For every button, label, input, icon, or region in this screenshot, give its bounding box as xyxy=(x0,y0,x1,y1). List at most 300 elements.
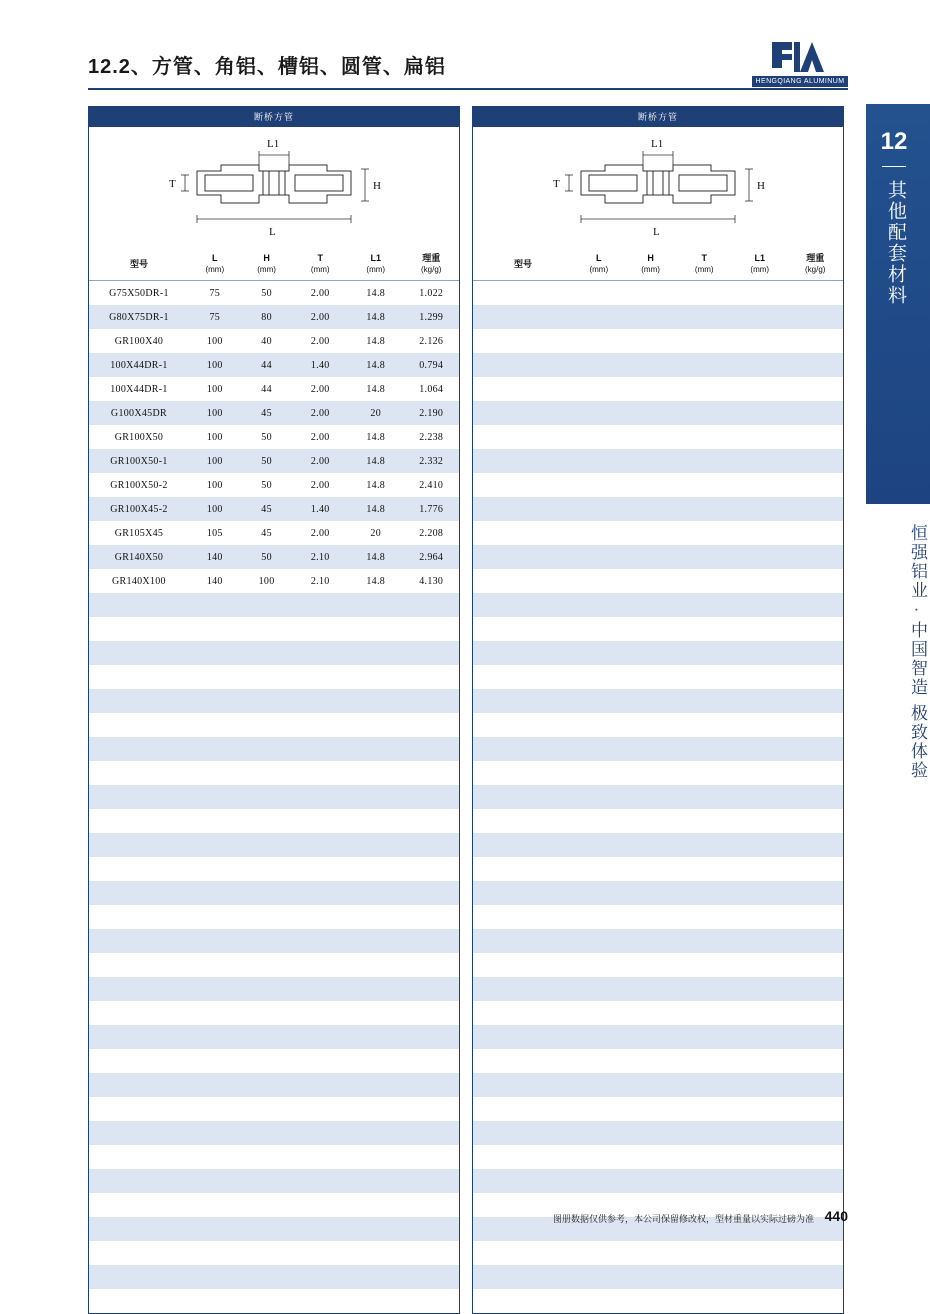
table-cell-empty xyxy=(625,1169,677,1193)
table-cell-empty xyxy=(403,977,459,1001)
table-cell-empty xyxy=(241,929,293,953)
table-cell: 140 xyxy=(189,545,241,569)
table-cell-empty xyxy=(89,785,189,809)
table-row-empty xyxy=(473,281,843,306)
table-cell-empty xyxy=(348,977,404,1001)
table-cell-empty xyxy=(241,1241,293,1265)
table-cell-empty xyxy=(473,1049,573,1073)
table-cell-empty xyxy=(241,641,293,665)
table-cell-empty xyxy=(473,1025,573,1049)
table-cell: GR100X50 xyxy=(114,431,164,443)
table-cell-empty xyxy=(625,353,677,377)
table-cell-empty xyxy=(403,1025,459,1049)
table-cell-empty xyxy=(348,1289,404,1313)
hq-logo-icon xyxy=(770,38,830,76)
table-cell-empty xyxy=(403,857,459,881)
table-cell-empty xyxy=(676,809,732,833)
table-cell-empty xyxy=(473,1001,573,1025)
table-cell-empty xyxy=(189,1121,241,1145)
table-cell-empty xyxy=(625,1241,677,1265)
table-cell-empty xyxy=(473,665,573,689)
table-cell-empty xyxy=(241,1073,293,1097)
table-cell-empty xyxy=(89,881,189,905)
table-cell-empty xyxy=(403,641,459,665)
table-cell-empty xyxy=(89,1001,189,1025)
table-cell-empty xyxy=(473,1265,573,1289)
table-cell-empty xyxy=(625,497,677,521)
table-cell-empty xyxy=(292,809,348,833)
table-row-empty xyxy=(473,953,843,977)
table-cell-empty xyxy=(732,497,788,521)
table-row-empty xyxy=(473,737,843,761)
table-cell: G80X75DR-1 xyxy=(89,305,189,329)
table-cell-empty xyxy=(732,425,788,449)
table-row-empty xyxy=(473,617,843,641)
table-cell-empty xyxy=(676,1145,732,1169)
table-cell-empty xyxy=(241,1001,293,1025)
table-cell-empty xyxy=(676,665,732,689)
table-cell: 14.8 xyxy=(366,287,386,299)
table-cell-empty xyxy=(348,617,404,641)
table-cell-empty xyxy=(625,665,677,689)
table-row xyxy=(89,521,459,545)
table-row-empty xyxy=(89,809,459,833)
table-cell-empty xyxy=(241,713,293,737)
table-cell-empty xyxy=(787,1001,843,1025)
table-cell-empty xyxy=(573,1241,625,1265)
table-row-empty xyxy=(89,593,459,617)
table-cell: 2.964 xyxy=(403,545,459,569)
table-cell-empty xyxy=(348,1073,404,1097)
table-cell-empty xyxy=(348,1265,404,1289)
table-cell-empty xyxy=(89,713,189,737)
table-cell-empty xyxy=(625,521,677,545)
table-cell-empty xyxy=(732,401,788,425)
table-cell-empty xyxy=(89,737,189,761)
table-cell-empty xyxy=(348,665,404,689)
table-cell-empty xyxy=(573,641,625,665)
table-cell-empty xyxy=(89,1289,189,1313)
table-cell-empty xyxy=(241,857,293,881)
table-cell-empty xyxy=(189,1025,241,1049)
table-cell-empty xyxy=(732,521,788,545)
table-cell-empty xyxy=(573,401,625,425)
table-cell-empty xyxy=(473,929,573,953)
diagram-label-left: T xyxy=(169,178,176,190)
table-cell: 45 xyxy=(261,527,272,539)
diagram-label-right: H xyxy=(757,180,765,192)
table-cell: 14.8 xyxy=(348,305,404,329)
table-cell-empty xyxy=(89,689,189,713)
table-cell: 2.00 xyxy=(310,383,330,395)
table-cell-empty xyxy=(676,857,732,881)
table-cell-empty xyxy=(348,713,404,737)
table-cell-empty xyxy=(732,665,788,689)
table-cell-empty xyxy=(348,1241,404,1265)
table-cell-empty xyxy=(403,1001,459,1025)
table-cell-empty xyxy=(473,1241,573,1265)
table-row-empty xyxy=(89,1169,459,1193)
table-cell-empty xyxy=(473,1073,573,1097)
table-cell-empty xyxy=(676,905,732,929)
chapter-label: 其他配套材料 xyxy=(885,180,906,306)
spec-table-right xyxy=(473,249,843,1313)
table-cell-empty xyxy=(89,641,189,665)
table-cell: 1.40 xyxy=(292,497,348,521)
table-cell-empty xyxy=(573,545,625,569)
column-header-t: T (mm) xyxy=(292,249,348,281)
table-cell-empty xyxy=(732,1265,788,1289)
table-cell-empty xyxy=(787,1265,843,1289)
table-cell-empty xyxy=(573,473,625,497)
table-cell-empty xyxy=(189,1265,241,1289)
table-row-empty xyxy=(473,1121,843,1145)
table-cell-empty xyxy=(676,953,732,977)
table-cell-empty xyxy=(787,1049,843,1073)
table-cell-empty xyxy=(625,473,677,497)
table-cell-empty xyxy=(573,689,625,713)
table-cell-empty xyxy=(89,1145,189,1169)
table-cell-empty xyxy=(348,641,404,665)
table-cell-empty xyxy=(573,881,625,905)
table-cell-empty xyxy=(787,1025,843,1049)
table-cell-empty xyxy=(676,569,732,593)
diagram-label-top: L1 xyxy=(267,138,280,150)
table-row-empty xyxy=(473,1145,843,1169)
table-cell-empty xyxy=(403,689,459,713)
table-cell-empty xyxy=(732,713,788,737)
table-cell-empty xyxy=(573,377,625,401)
table-cell: 100 xyxy=(206,335,223,347)
table-cell: 45 xyxy=(241,497,293,521)
table-cell-empty xyxy=(348,857,404,881)
table-cell-empty xyxy=(89,929,189,953)
table-cell-empty xyxy=(403,1265,459,1289)
table-header-row xyxy=(473,249,843,281)
table-cell-empty xyxy=(241,1265,293,1289)
table-cell-empty xyxy=(573,1025,625,1049)
table-row-empty xyxy=(473,497,843,521)
table-row-empty xyxy=(473,689,843,713)
table-row-empty xyxy=(89,953,459,977)
table-cell-empty xyxy=(787,401,843,425)
table-row-empty xyxy=(89,929,459,953)
table-header-row xyxy=(89,249,459,281)
table-cell-empty xyxy=(625,833,677,857)
table-cell-empty xyxy=(189,857,241,881)
table-cell-empty xyxy=(573,305,625,329)
table-cell-empty xyxy=(787,1145,843,1169)
table-cell: 50 xyxy=(241,449,293,473)
table-row-empty xyxy=(473,353,843,377)
table-cell-empty xyxy=(625,1073,677,1097)
table-row-empty xyxy=(473,881,843,905)
table-cell-empty xyxy=(732,569,788,593)
table-row xyxy=(89,497,459,521)
table-cell-empty xyxy=(241,1049,293,1073)
table-cell-empty xyxy=(573,521,625,545)
table-cell-empty xyxy=(403,809,459,833)
table-cell-empty xyxy=(573,569,625,593)
page-number: 440 xyxy=(824,1208,848,1224)
table-cell-empty xyxy=(189,1049,241,1073)
table-cell-empty xyxy=(676,305,732,329)
table-cell-empty xyxy=(241,809,293,833)
panel-title: 断桥方管 xyxy=(473,107,843,127)
table-cell-empty xyxy=(676,641,732,665)
profile-diagram xyxy=(89,127,459,249)
table-cell-empty xyxy=(732,1289,788,1313)
table-cell-empty xyxy=(241,593,293,617)
table-cell-empty xyxy=(473,1289,573,1313)
table-cell-empty xyxy=(787,377,843,401)
table-cell-empty xyxy=(676,929,732,953)
table-cell-empty xyxy=(676,761,732,785)
table-cell-empty xyxy=(573,617,625,641)
table-cell-empty xyxy=(241,1097,293,1121)
table-cell-empty xyxy=(189,929,241,953)
table-cell-empty xyxy=(403,881,459,905)
table-cell-empty xyxy=(473,761,573,785)
table-row-empty xyxy=(473,329,843,353)
panel-title: 断桥方管 xyxy=(89,107,459,127)
table-cell-empty xyxy=(348,1097,404,1121)
footer-note: 图册数据仅供参考，本公司保留修改权，型材重量以实际过磅为准 xyxy=(552,1214,814,1224)
table-cell-empty xyxy=(787,425,843,449)
table-cell-empty xyxy=(241,689,293,713)
table-cell-empty xyxy=(625,713,677,737)
table-cell-empty xyxy=(89,665,189,689)
table-cell-empty xyxy=(732,905,788,929)
table-row-empty xyxy=(473,401,843,425)
table-cell-empty xyxy=(732,473,788,497)
table-cell-empty xyxy=(573,1073,625,1097)
table-cell-empty xyxy=(787,977,843,1001)
table-cell-empty xyxy=(625,1001,677,1025)
table-cell: 44 xyxy=(261,383,272,395)
table-row-empty xyxy=(89,1001,459,1025)
table-cell-empty xyxy=(189,977,241,1001)
table-cell-empty xyxy=(473,473,573,497)
table-row-empty xyxy=(473,1049,843,1073)
table-cell-empty xyxy=(676,401,732,425)
table-cell-empty xyxy=(348,593,404,617)
table-cell-empty xyxy=(732,329,788,353)
table-cell-empty xyxy=(473,377,573,401)
table-cell: 2.00 xyxy=(310,479,330,491)
table-cell-empty xyxy=(625,809,677,833)
table-cell: 2.00 xyxy=(292,305,348,329)
diagram-label-bottom: L xyxy=(653,226,660,238)
table-row-empty xyxy=(473,833,843,857)
table-cell-empty xyxy=(473,809,573,833)
table-cell-empty xyxy=(189,1145,241,1169)
table-cell: 40 xyxy=(261,335,272,347)
table-cell-empty xyxy=(403,593,459,617)
table-cell-empty xyxy=(676,545,732,569)
table-cell: 2.10 xyxy=(292,545,348,569)
table-cell-empty xyxy=(732,377,788,401)
table-row xyxy=(89,305,459,329)
table-row-empty xyxy=(473,593,843,617)
table-cell-empty xyxy=(732,1049,788,1073)
table-row-empty xyxy=(473,1025,843,1049)
table-cell-empty xyxy=(625,593,677,617)
table-cell-empty xyxy=(787,1289,843,1313)
table-cell-empty xyxy=(787,545,843,569)
table-cell-empty xyxy=(732,977,788,1001)
table-cell-empty xyxy=(732,833,788,857)
table-cell-empty xyxy=(189,737,241,761)
table-cell-empty xyxy=(787,1097,843,1121)
table-cell-empty xyxy=(292,977,348,1001)
table-cell-empty xyxy=(732,281,788,306)
table-row-empty xyxy=(89,1265,459,1289)
table-cell-empty xyxy=(403,1073,459,1097)
table-cell-empty xyxy=(787,809,843,833)
table-cell-empty xyxy=(676,521,732,545)
table-row-empty xyxy=(89,1121,459,1145)
column-header-l: L (mm) xyxy=(189,249,241,281)
table-cell-empty xyxy=(625,401,677,425)
table-cell-empty xyxy=(676,1073,732,1097)
table-cell: 100 xyxy=(258,575,275,587)
table-cell-empty xyxy=(189,1169,241,1193)
column-header-h: H (mm) xyxy=(241,249,293,281)
header-divider xyxy=(88,88,848,90)
table-cell-empty xyxy=(403,1289,459,1313)
table-row-empty xyxy=(473,473,843,497)
column-header-l: L (mm) xyxy=(573,249,625,281)
table-cell-empty xyxy=(676,1001,732,1025)
table-cell-empty xyxy=(787,881,843,905)
table-cell-empty xyxy=(732,305,788,329)
table-cell-empty xyxy=(473,305,573,329)
table-cell-empty xyxy=(676,329,732,353)
table-cell-empty xyxy=(292,665,348,689)
table-cell: 14.8 xyxy=(366,431,386,443)
table-cell-empty xyxy=(473,641,573,665)
table-cell-empty xyxy=(732,809,788,833)
table-cell-empty xyxy=(473,569,573,593)
table-cell-empty xyxy=(348,785,404,809)
table-cell-empty xyxy=(241,1289,293,1313)
table-row-empty xyxy=(473,665,843,689)
table-cell-empty xyxy=(732,881,788,905)
table-cell-empty xyxy=(676,1265,732,1289)
table-cell-empty xyxy=(625,569,677,593)
table-cell: 1.776 xyxy=(403,497,459,521)
table-cell-empty xyxy=(625,761,677,785)
table-cell-empty xyxy=(676,1169,732,1193)
table-row xyxy=(89,425,459,449)
table-cell-empty xyxy=(241,1145,293,1169)
table-cell-empty xyxy=(573,761,625,785)
table-cell-empty xyxy=(625,281,677,306)
table-cell-empty xyxy=(89,905,189,929)
table-cell-empty xyxy=(292,785,348,809)
table-cell-empty xyxy=(787,593,843,617)
table-cell-empty xyxy=(189,641,241,665)
table-row-empty xyxy=(473,1241,843,1265)
table-row xyxy=(89,353,459,377)
table-cell-empty xyxy=(732,1169,788,1193)
table-cell-empty xyxy=(573,425,625,449)
table-cell-empty xyxy=(403,617,459,641)
table-row-empty xyxy=(89,761,459,785)
table-cell-empty xyxy=(625,1025,677,1049)
table-cell-empty xyxy=(787,1073,843,1097)
table-row-empty xyxy=(89,641,459,665)
table-cell-empty xyxy=(787,953,843,977)
table-cell-empty xyxy=(189,1241,241,1265)
table-row-empty xyxy=(473,1097,843,1121)
table-cell-empty xyxy=(787,713,843,737)
table-cell-empty xyxy=(348,1121,404,1145)
table-cell-empty xyxy=(292,641,348,665)
table-cell-empty xyxy=(625,641,677,665)
table-row-empty xyxy=(89,833,459,857)
table-cell: 14.8 xyxy=(366,335,386,347)
table-cell-empty xyxy=(473,833,573,857)
table-row-empty xyxy=(89,737,459,761)
table-cell-empty xyxy=(348,929,404,953)
table-cell: 14.8 xyxy=(366,479,386,491)
table-cell-empty xyxy=(473,857,573,881)
diagram-label-bottom: L xyxy=(269,226,276,238)
table-row-empty xyxy=(473,905,843,929)
table-cell-empty xyxy=(573,809,625,833)
table-cell-empty xyxy=(292,689,348,713)
table-cell: 100 xyxy=(206,431,223,443)
table-cell-empty xyxy=(292,1241,348,1265)
table-row xyxy=(89,449,459,473)
table-cell-empty xyxy=(348,737,404,761)
table-cell: 14.8 xyxy=(348,449,404,473)
table-cell: 2.190 xyxy=(403,401,459,425)
table-cell: 100X44DR-1 xyxy=(110,383,168,395)
table-row xyxy=(89,377,459,401)
table-cell-empty xyxy=(625,1289,677,1313)
table-cell-empty xyxy=(787,473,843,497)
table-row xyxy=(89,401,459,425)
table-row-empty xyxy=(473,569,843,593)
table-cell-empty xyxy=(573,497,625,521)
table-row-empty xyxy=(89,881,459,905)
table-cell-empty xyxy=(89,857,189,881)
brand-logo-text: HENGQIANG ALUMINUM xyxy=(752,76,848,87)
table-cell: 14.8 xyxy=(348,353,404,377)
table-cell-empty xyxy=(676,1049,732,1073)
table-cell-empty xyxy=(787,1241,843,1265)
table-cell-empty xyxy=(732,641,788,665)
table-cell-empty xyxy=(292,713,348,737)
table-cell-empty xyxy=(787,1121,843,1145)
table-cell-empty xyxy=(732,1241,788,1265)
table-row-empty xyxy=(473,377,843,401)
table-cell-empty xyxy=(241,881,293,905)
table-row-empty xyxy=(89,617,459,641)
table-cell-empty xyxy=(292,1169,348,1193)
table-cell-empty xyxy=(625,545,677,569)
table-cell-empty xyxy=(292,593,348,617)
table-cell-empty xyxy=(732,689,788,713)
table-cell-empty xyxy=(473,449,573,473)
table-cell-empty xyxy=(787,761,843,785)
table-row-empty xyxy=(89,977,459,1001)
table-cell-empty xyxy=(292,1097,348,1121)
table-row-empty xyxy=(89,785,459,809)
